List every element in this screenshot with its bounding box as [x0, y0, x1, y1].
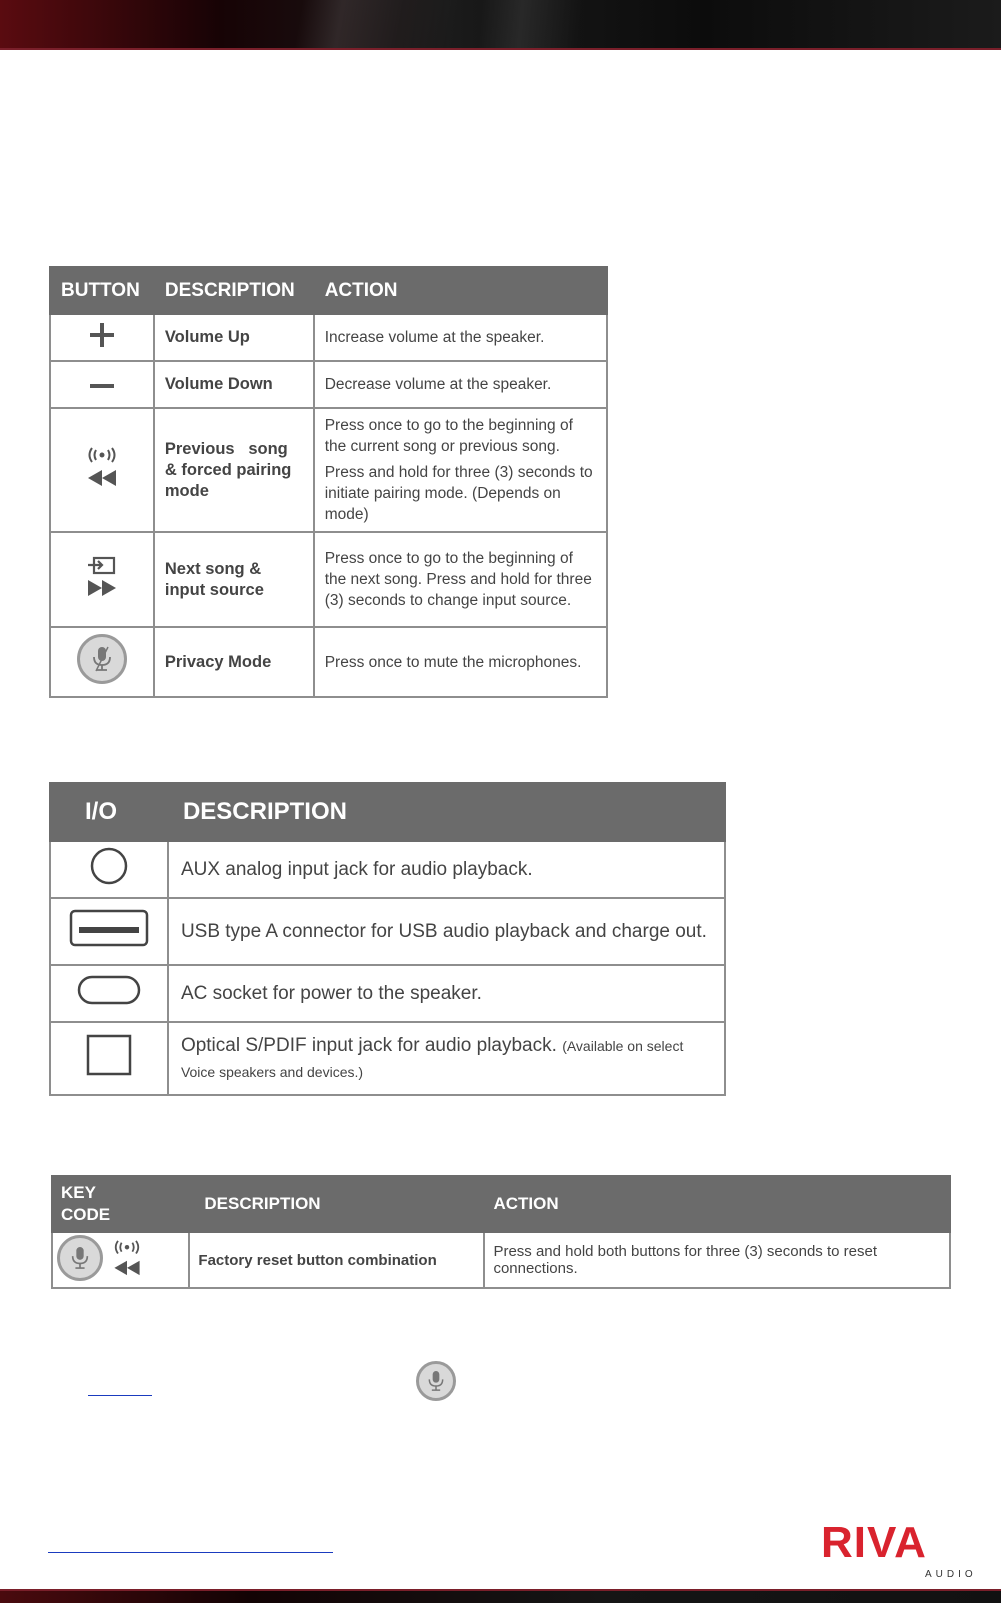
- table-row: [50, 408, 607, 532]
- description-cell: Factory reset button combination: [189, 1232, 484, 1288]
- action-line: Press once to go to the beginning of the current song or previous song.: [324, 417, 573, 455]
- header-action: ACTION: [484, 1176, 950, 1232]
- description-cell: Previous song & forced pairing mode: [154, 408, 314, 532]
- description-text: Optical S/PDIF input jack for audio playback.: [180, 1034, 557, 1056]
- input-next-icon: [82, 555, 122, 599]
- header-io: I/O: [50, 783, 168, 841]
- table-row: [50, 532, 607, 627]
- microphone-mute-icon: [57, 1235, 103, 1281]
- aux-jack-icon: [89, 846, 129, 886]
- text-link-underline[interactable]: [88, 1395, 152, 1396]
- description-cell: Next song & input source: [154, 532, 314, 627]
- action-line: Press and hold for three (3) seconds to initiate pairing mode. (Depends on mode): [324, 464, 593, 523]
- table-row: [50, 314, 607, 361]
- description-cell: Volume Up: [154, 314, 314, 361]
- header-action: ACTION: [314, 267, 607, 314]
- description-cell: AUX analog input jack for audio playback.: [168, 841, 725, 898]
- optical-jack-icon: [86, 1034, 132, 1076]
- action-cell: Increase volume at the speaker.: [314, 314, 607, 361]
- header-description: DESCRIPTION: [189, 1176, 484, 1232]
- io-table: [49, 782, 726, 1096]
- availability-note: (Available on select Voice speakers and devices.): [180, 1037, 684, 1080]
- top-banner: [0, 0, 1001, 50]
- description-cell: Privacy Mode: [154, 627, 314, 697]
- buttons-table: [49, 266, 608, 698]
- svg-text:AUDIO: AUDIO: [925, 1569, 977, 1580]
- table-row: [50, 627, 607, 697]
- action-cell: [314, 408, 607, 532]
- plus-icon: [89, 322, 115, 348]
- action-cell: Press and hold both buttons for three (3) seconds to reset connections.: [484, 1232, 950, 1288]
- description-cell: Volume Down: [154, 361, 314, 408]
- usb-a-icon: [69, 908, 149, 948]
- keycode-table: [51, 1175, 951, 1289]
- ac-socket-icon: [77, 974, 141, 1006]
- table-row: [50, 1022, 725, 1095]
- pairing-previous-icon: [109, 1238, 145, 1278]
- table-row: [50, 898, 725, 965]
- pairing-previous-icon: [82, 445, 122, 489]
- action-cell: Press once to go to the beginning of the next song. Press and hold for three (3) seconds to change input source.: [314, 532, 607, 627]
- microphone-plus-pairing-icon: [57, 1235, 145, 1281]
- header-button: BUTTON: [50, 267, 154, 314]
- description-cell: AC socket for power to the speaker.: [168, 965, 725, 1022]
- table-row: [50, 965, 725, 1022]
- action-cell: Press once to mute the microphones.: [314, 627, 607, 697]
- minus-icon: [89, 383, 115, 389]
- action-cell: Decrease volume at the speaker.: [314, 361, 607, 408]
- description-cell: [168, 1022, 725, 1095]
- riva-audio-logo: [821, 1519, 981, 1581]
- microphone-mute-icon: [416, 1361, 456, 1401]
- table-row: [52, 1232, 950, 1288]
- table-row: [50, 361, 607, 408]
- header-description: DESCRIPTION: [154, 267, 314, 314]
- header-key-code: KEY CODE: [52, 1176, 189, 1232]
- description-cell: USB type A connector for USB audio playback and charge out.: [168, 898, 725, 965]
- header-description: DESCRIPTION: [168, 783, 725, 841]
- footer-link-underline[interactable]: [48, 1552, 333, 1553]
- table-row: [50, 841, 725, 898]
- microphone-mute-icon: [77, 634, 127, 684]
- svg-text:RIVA: RIVA: [821, 1519, 927, 1567]
